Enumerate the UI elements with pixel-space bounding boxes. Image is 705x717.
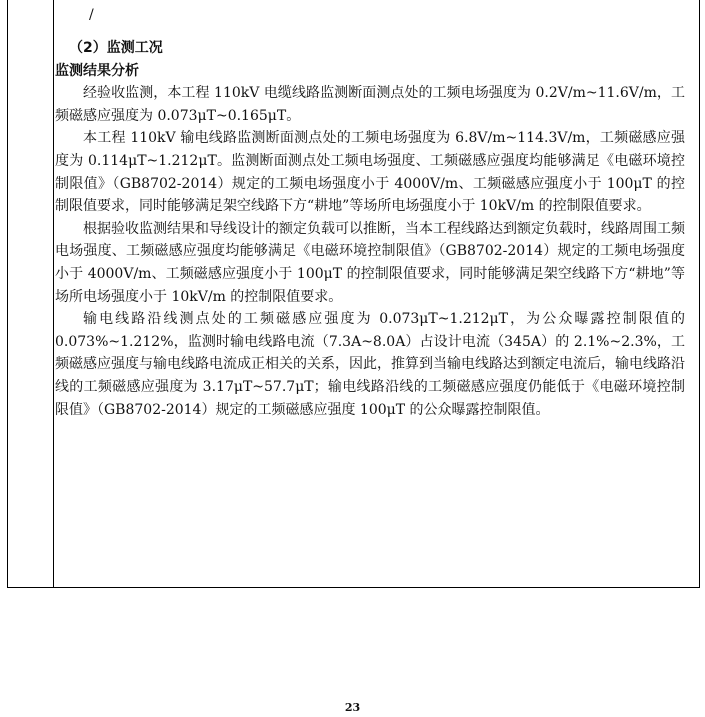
paragraph-magnetic-extrapolation: 输电线路沿线测点处的工频磁感应强度为 0.073μT~1.212μT，为公众曝露控制限值的 0.073%~1.212%，监测时输电线路电流（7.3A~8.0A）占设计电流（345A）的 2.1%~2.3%，工频磁感应强度与输电线路电流成正相关的关系，因此，推算到当输电线路达到额定电流后，输电线路沿线的工频磁感应强度为 3.17μT~57.7μT；输电线路沿线的工频磁感应强度仍能低于《电磁环境控制限值》（GB8702-2014）规定的工频磁感应强度 100μT 的公众曝露控制限值。 (55, 311, 685, 418)
table-left-column (8, 0, 54, 587)
sub-heading: 监测结果分析 (55, 62, 139, 79)
paragraph-rated-load-inference: 根据验收监测结果和导线设计的额定负载可以推断，当本工程线路达到额定负载时，线路周围工频电场强度、工频磁感应强度均能够满足《电磁环境控制限值》（GB8702-2014）规定的工频电场强度小于 4000V/m、工频磁感应强度小于 100μT 的控制限值要求，同时能够满足架空线路下方“耕地”等场所电场强度小于 10kV/m 的控制限值要求。 (55, 220, 685, 305)
slash-mark: / (89, 7, 94, 23)
content-cell (55, 5, 685, 421)
page-number: 23 (344, 701, 361, 714)
paragraph-overhead-results: 本工程 110kV 输电线路监测断面测点处的工频电场强度为 6.8V/m~114.3V/m，工频磁感应强度为 0.114μT~1.212μT。监测断面测点处工频电场强度、工频磁感应强度均能够满足《电磁环境控制限值》（GB8702-2014）规定的工频电场强度小于 4000V/m、工频磁感应强度小于 100μT 的控制限值要求，同时能够满足架空线路下方“耕地”等场所电场强度小于 10kV/m 的控制限值要求。 (55, 130, 685, 215)
section-heading: （2）监测工况 (69, 40, 163, 56)
paragraph-cable-results: 经验收监测，本工程 110kV 电缆线路监测断面测点处的工频电场强度为 0.2V/m~11.6V/m，工频磁感应强度为 0.073μT~0.165μT。 (55, 85, 685, 124)
